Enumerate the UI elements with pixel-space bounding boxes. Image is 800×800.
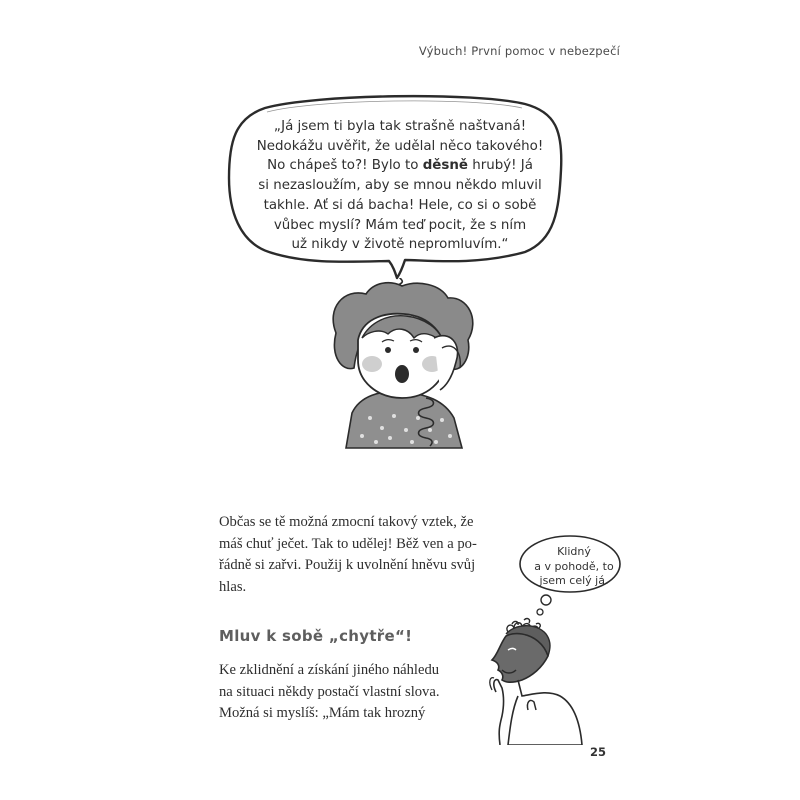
text-line: Ke zklidnění a získání jiného náhledu: [219, 662, 440, 678]
speech-line: Nedokážu uvěřit, že udělal něco takového!: [256, 138, 544, 154]
thought-bubble-text: [524, 545, 624, 589]
thought-line: a v pohodě, to: [534, 559, 614, 573]
speech-line: „Já jsem ti byla tak strašně naštvaná!: [273, 119, 527, 134]
paragraph-anger: [219, 512, 519, 598]
running-header: Výbuch! První pomoc v nebezpečí: [418, 44, 620, 58]
emphasis-word: děsně: [422, 158, 468, 174]
speech-line-part: No chápeš to?! Bylo to: [267, 158, 423, 174]
text-line: Občas se tě možná zmocní takový vztek, že: [219, 514, 474, 530]
text-line: máš chuť ječet. Tak to udělej! Běž ven a po-: [219, 535, 477, 552]
text-line: Možná si myslíš: „Mám tak hrozný: [219, 705, 426, 722]
thought-line: jsem celý já.: [539, 574, 609, 587]
speech-line: si nezasloužím, aby se mnou někdo mluvil: [258, 178, 542, 194]
paragraph-self-talk: [219, 660, 459, 725]
speech-bubble-text: [255, 117, 545, 255]
speech-line-part: hrubý! Já: [467, 158, 533, 174]
calm-boy-illustration: [478, 610, 588, 745]
thought-line: Klidný: [557, 545, 591, 558]
text-line: hlas.: [219, 578, 247, 595]
text-line: na situaci někdy postačí vlastní slova.: [219, 683, 440, 700]
speech-line: takhle. Ať si dá bacha! Hele, co si o sobě: [263, 197, 537, 213]
speech-line: vůbec myslí? Mám teď pocit, že s ním: [273, 217, 527, 233]
speech-line: [255, 156, 545, 176]
speech-line: už nikdy v životě nepromluvím.“: [291, 237, 509, 253]
section-heading: Mluv k sobě „chytře“!: [219, 627, 413, 645]
text-line: řádně si zařvi. Použij k uvolnění hněvu svůj: [219, 557, 476, 574]
girl-on-phone-illustration: [322, 278, 492, 463]
page-number: 25: [590, 745, 607, 759]
